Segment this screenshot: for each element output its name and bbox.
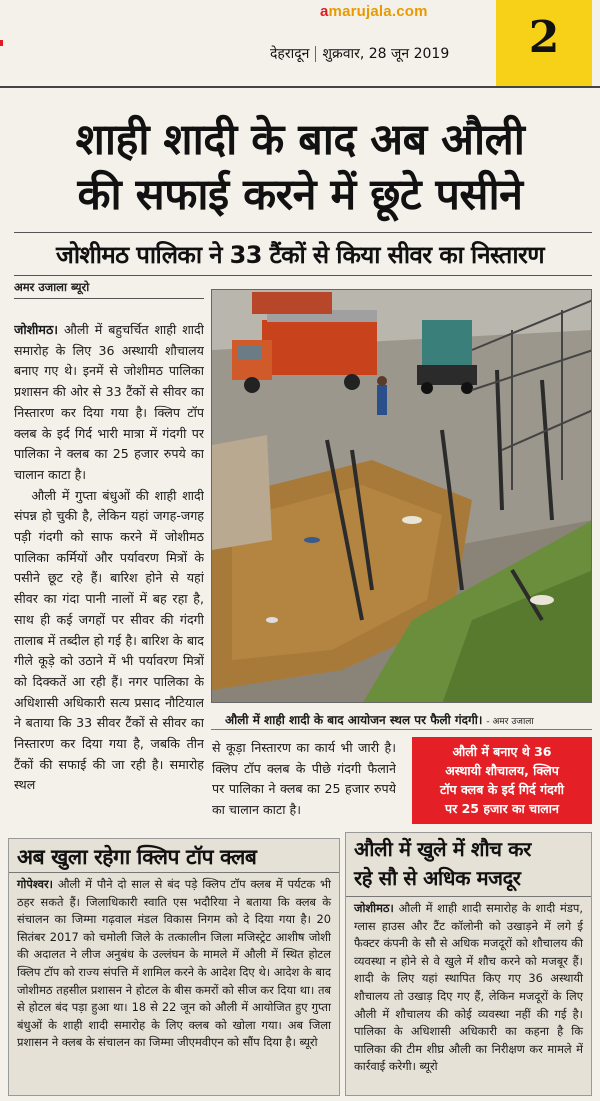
byline: अमर उजाला ब्यूरो [14, 280, 90, 294]
headline-line-1: शाही शादी के बाद अब औली [75, 115, 525, 165]
sidebar-left-dateline: गोपेश्वर। [17, 877, 53, 891]
dateline [270, 44, 449, 63]
tanker-shape [417, 320, 477, 394]
byline-rule [14, 298, 204, 299]
highlight-line-4: पर 25 हजार का चालान [445, 801, 559, 816]
subheadline: जोशीमठ पालिका ने 33 टैंकों से किया सीवर का निस्तारण [56, 241, 544, 269]
news-photo [211, 289, 592, 703]
page-header [0, 0, 600, 88]
photo-illustration [212, 290, 592, 703]
sidebar-left-text: औली में पौने दो साल से बंद पड़े क्लिप टॉप क्लब में पर्यटक भी ठहर सकते हैं। जिलाधिकारी स्वाति एस भदौरिया ने बताया कि क्लब के संचालन का जिम्मा गढ़वाल मंडल विकास निगम को दे दिया गया है। 20 सितंबर 2017 को चमोली जिले के तत्कालीन जिला मजिस्ट्रेट आशीष जोशी की अदालत ने लीज अनुबंध के उल्लंघन के मामले में औली में स्थित होटल क्लिप टॉप को राज्य संपत्ति में शामिल करने के आदेश दिए थे। आदेश के बाद जोशीमठ तहसील प्रशासन ने होटल के बीस कमरों को सीज कर दिया था। तब से होटल बंद पड़ा हुआ था। 18 से 22 जून को औली में आयोजित हुए गुप्ता बंधुओं के शाही शादी समारोह के लिए क्लब को खोला गया। अब जिला प्रशासन ने क्लब के संचालन का जिम्मा जीएमवीएन को सौंप दिया है। ब्यूरो [17, 877, 331, 1050]
photo-caption [211, 704, 592, 730]
story-para-3: से कूड़ा निस्तारण का कार्य भी जारी है। क्लिप टॉप क्लब के पीछे गंदगी फैलाने पर पालिका ने क्लब का 25 हजार रुपये का चालान काटा है। [212, 740, 396, 818]
sidebar-right-title-line-2: रहे सौ से अधिक मजदूर [354, 866, 521, 890]
headline-line-2: की सफाई करने में छूटे पसीने [77, 170, 523, 220]
story-column-1 [14, 320, 204, 900]
dateline-date: शुक्रवार, 28 जून 2019 [322, 46, 450, 62]
sidebar-right-text: औली में शाही शादी समारोह के शादी मंडप, ग्लास हाउस और टैंट कॉलोनी को उखाड़ने में लगे ई फैक्टर कंपनी के सौ से अधिक मजदूरों को शौचालय की व्यवस्था न होने से वे खुले में शौच करने को मजबूर हैं। शादी के लिए यहां स्थापित किए गए 36 अस्थायी शौचालय तो उखाड़ दिए गए हैं, लेकिन मजदूरों के लिए औली में शौचालय की कोई व्यवस्था नहीं की गई है। पालिका के अधिशासी अधिकारी का कहना है कि पालिका की टीम शीघ्र औली का निरीक्षण कर मामले में कार्रवाई करेगी। ब्यूरो [354, 901, 583, 1074]
sidebar-story-left [8, 838, 340, 1096]
page-number-tab [496, 0, 592, 86]
headline-rule [14, 232, 592, 233]
highlight-line-2: अस्थायी शौचालय, क्लिप [445, 763, 559, 778]
story-para-1: औली में बहुचर्चित शाही शादी समारोह के लिए 36 अस्थायी शौचालय बनाए गए थे। इनमें से जोशीमठ पालिका प्रशासन की ओर से 33 टैंकों से सीवर का निस्तारण कर दिया गया है। क्लिप टॉप क्लब के इर्द गिर्द भारी मात्रा में गंदगी पर पालिका ने क्लब का 25 हजार रुपये का चालान काटा है। [14, 322, 204, 482]
page-number: 2 [528, 12, 560, 63]
brand-text: marujala.com [328, 3, 428, 20]
photo-caption-text: औली में शाही शादी के बाद आयोजन स्थल पर फैली गंदगी। [225, 713, 483, 727]
subheadline-rule [14, 275, 592, 276]
story-dateline: जोशीमठ। [14, 322, 59, 337]
sidebar-story-right [345, 832, 592, 1096]
highlight-line-1: औली में बनाए थे 36 [452, 744, 552, 759]
sidebar-right-title-line-1: औली में खुले में शौच कर [354, 837, 531, 861]
brand-logo: amarujala.com [320, 3, 428, 20]
section-marker [0, 40, 3, 46]
dateline-city: देहरादून [270, 46, 310, 62]
highlight-box [412, 737, 592, 824]
sidebar-right-dateline: जोशीमठ। [354, 901, 394, 915]
sidebar-left-body [9, 873, 339, 1091]
sidebar-right-title [346, 833, 591, 897]
photo-credit: - अमर उजाला [486, 717, 534, 727]
sidebar-left-title: अब खुला रहेगा क्लिप टॉप क्लब [9, 839, 339, 873]
story-para-2: औली में गुप्ता बंधुओं की शाही शादी संपन्न हो चुकी है, लेकिन यहां जगह-जगह पड़ी गंदगी को साफ करने में जोशीमठ पालिका कर्मियों और पर्यावरण मित्रों के पसीने छूट रहे हैं। बारिश होने से यहां सीवर का गंदा पानी नालों में बह रहा है, साथ ही कई जगहों पर सीवर की गंदगी तालाब में तब्दील हो गई है। बारिश के बाद गीले कूड़े को उठाने में भी पर्यावरण मित्रों को दिक्कतें आ रही हैं। नगर पालिका के अधिशासी अधिकारी सत्य प्रसाद नौटियाल ने बताया कि 33 सीवर टैंकों से सीवर का निस्तारण कर दिया गया है, जबकि तीन टैंकों की सफाई की जा रही है। समारोह स्थल [14, 487, 204, 793]
sidebar-right-body [346, 897, 591, 1091]
highlight-line-3: टॉप क्लब के इर्द गिर्द गंदगी [439, 782, 565, 797]
